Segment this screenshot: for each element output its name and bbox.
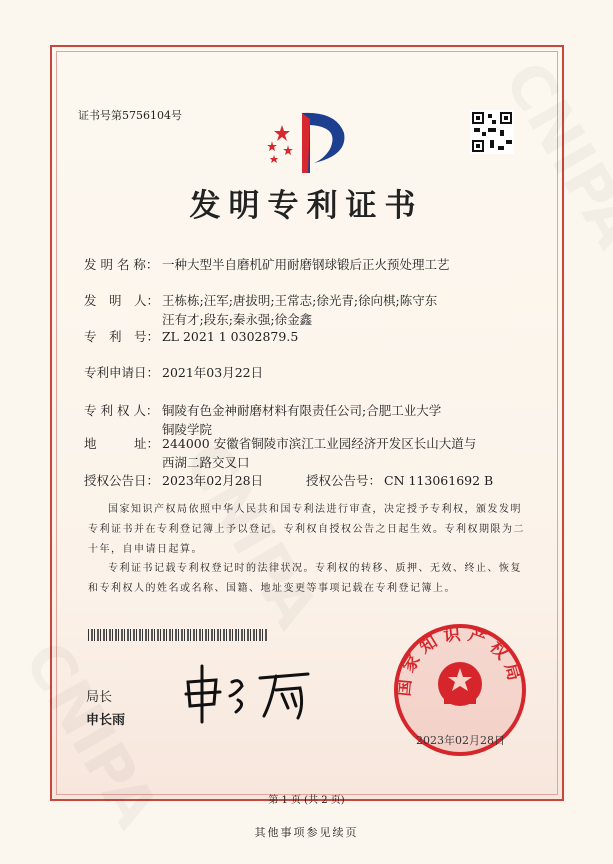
certificate-number: 证书号第5756104号 xyxy=(78,109,182,122)
field-grant-date: 授权公告日： 2023年02月28日 xyxy=(84,473,264,488)
page-indicator: 第 1 页 (共 2 页) xyxy=(268,795,345,806)
legal-paragraph: 国家知识产权局依照中华人民共和国专利法进行审查，决定授予专利权，颁发发明专利证书并在专利登记簿上予以登记。专利权自授权公告之日起生效。专利权期限为二十年，自申请日起算。 xyxy=(88,504,525,555)
signer-name: 申长雨 xyxy=(86,713,126,728)
field-publication-number: 授权公告号： CN 113061692 B xyxy=(306,473,494,488)
legal-paragraph: 专利证书记载专利权登记时的法律状况。专利权的转移、质押、无效、终止、恢复和专利权人的姓名或名称、国籍、地址变更等事项记载在专利登记簿上。 xyxy=(88,563,522,594)
field-invention-name: 发 明 名 称： 一种大型半自磨机矿用耐磨钢球锻后正火预处理工艺 xyxy=(84,257,450,272)
field-inventors: 发 明 人： 王栋栋;汪军;唐拔明;王常志;徐光青;徐向棋;陈守东 汪有才;段东;秦永强;徐金鑫 xyxy=(84,293,438,327)
field-patent-number: 专 利 号： ZL 2021 1 0302879.5 xyxy=(84,329,299,344)
continuation-note: 其他事项参见续页 xyxy=(254,826,359,839)
field-address: 地 址： 244000 安徽省铜陵市滨江工业园经济开发区长山大道与 西湖二路交叉口 xyxy=(84,436,477,470)
svg-text:国家知识产权局: 国家知识产权局 xyxy=(394,624,526,698)
page-title: 发明专利证书 xyxy=(189,188,424,224)
barcode xyxy=(88,629,268,641)
qr-code xyxy=(470,110,514,154)
field-patentee: 专 利 权 人： 铜陵有色金神耐磨材料有限责任公司;合肥工业大学 铜陵学院 xyxy=(84,403,442,437)
handwritten-signature xyxy=(180,660,320,725)
cnipa-logo xyxy=(262,105,352,175)
field-application-date: 专利申请日： 2021年03月22日 xyxy=(84,365,264,380)
seal-date: 2023年02月28日 xyxy=(416,734,505,747)
signer-title: 局长 xyxy=(86,690,113,705)
